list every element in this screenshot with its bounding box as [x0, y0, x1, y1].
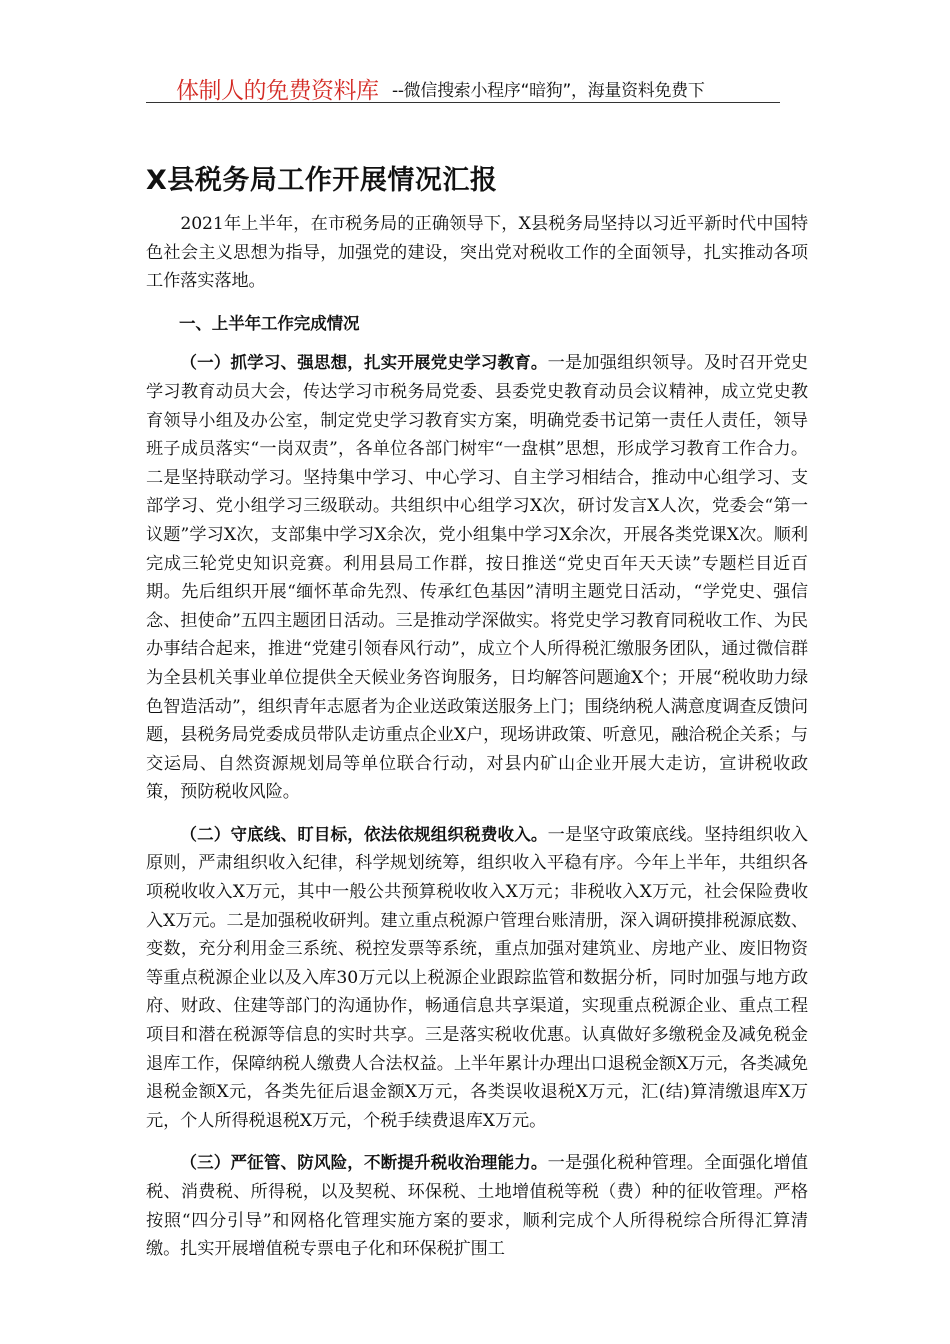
document-body — [146, 210, 808, 1278]
section-heading: 一、上半年工作完成情况 — [179, 313, 360, 333]
paragraph-text: 一是强化税种管理。全面强化增值税、消费税、所得税，以及契税、环保税、土地增值税等税（费）种的征收管理。严格按照“四分引导”和网格化管理实施方案的要求，顺利完成个人所得税综合所得汇算清缴。扎实开展增值税专票电子化和环保税扩围工 — [146, 1153, 808, 1260]
page-header — [146, 66, 780, 103]
header-tagline: --微信搜索小程序“暗狗”，海量资料免费下 — [392, 81, 705, 101]
header-brand: 体制人的免费资料库 — [176, 78, 379, 104]
paragraph-lead: （二）守底线、盯目标，依法依规组织税费收入。 — [180, 824, 548, 844]
paragraph-text: 一是坚守政策底线。坚持组织收入原则，严肃组织收入纪律，科学规划统筹，组织收入平稳有序。今年上半年，共组织各项税收收入X万元，其中一般公共预算税收收入X万元；非税收入X万元，社会保险费收入X万元。二是加强税收研判。建立重点税源户管理台账清册，深入调研摸排税源底数、变数，充分利用金三系统、税控发票等系统，重点加强对建筑业、房地产业、废旧物资等重点税源企业以及入库30万元以上税源企业跟踪监管和数据分析，同时加强与地方政府、财政、住建等部门的沟通协作，畅通信息共享渠道，实现重点税源企业、重点工程项目和潜在税源等信息的实时共享。三是落实税收优惠。认真做好多缴税金及减免税金退库工作，保障纳税人缴费人合法权益。上半年累计办理出口退税金额X万元，各类减免退税金额X元，各类先征后退金额X万元，各类误收退税X万元，汇(结)算清缴退库X万元，个人所得税退税X万元，个税手续费退库X万元。 — [146, 824, 808, 1131]
intro-paragraph: 2021年上半年，在市税务局的正确领导下，X县税务局坚持以习近平新时代中国特色社会主义思想为指导，加强党的建设，突出党对税收工作的全面领导，扎实推动各项工作落实落地。 — [146, 214, 808, 292]
document-title: X县税务局工作开展情况汇报 — [146, 165, 498, 196]
paragraph-study — [146, 349, 808, 807]
paragraph-lead: （三）严征管、防风险，不断提升税收治理能力。 — [180, 1153, 548, 1173]
paragraph-lead: （一）抓学习、强思想，扎实开展党史学习教育。 — [180, 353, 548, 373]
paragraph-revenue — [146, 821, 808, 1136]
paragraph-text: 一是加强组织领导。及时召开党史学习教育动员大会，传达学习市税务局党委、县委党史教育动员会议精神，成立党史教育领导小组及办公室，制定党史学习教育实方案，明确党委书记第一责任人责任，领导班子成员落实“一岗双责”，各单位各部门树牢“一盘棋”思想，形成学习教育工作合力。二是坚持联动学习。坚持集中学习、中心学习、自主学习相结合，推动中心组学习、支部学习、党小组学习三级联动。共组织中心组学习X次，研讨发言X人次，党委会“第一议题”学习X次，支部集中学习X余次，党小组集中学习X余次，开展各类党课X次。顺利完成三轮党史知识竞赛。利用县局工作群，按日推送“党史百年天天读”专题栏目近百期。先后组织开展“缅怀革命先烈、传承红色基因”清明主题党日活动，“学党史、强信念、担使命”五四主题团日活动。三是推动学深做实。将党史学习教育同税收工作、为民办事结合起来，推进“党建引领春风行动”，成立个人所得税汇缴服务团队，通过微信群为全县机关事业单位提供全天候业务咨询服务，日均解答问题逾X个；开展“税收助力绿色智造活动”，组织青年志愿者为企业送政策送服务上门；围绕纳税人满意度调查反馈问题，县税务局党委成员带队走访重点企业X户，现场讲政策、听意见，融洽税企关系；与交运局、自然资源规划局等单位联合行动，对县内矿山企业开展大走访，宣讲税收政策，预防税收风险。 — [146, 353, 808, 803]
paragraph-governance — [146, 1149, 808, 1263]
